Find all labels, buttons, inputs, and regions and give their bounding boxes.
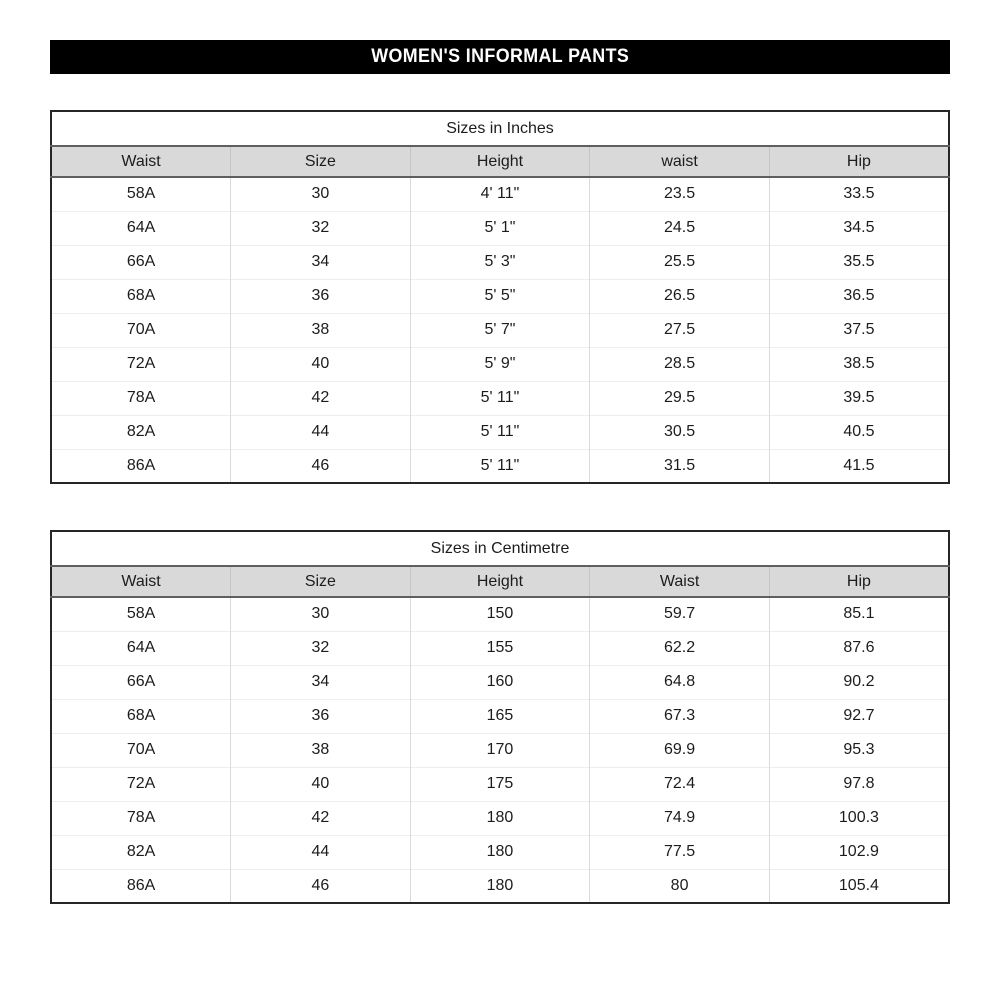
table-cell: 68A xyxy=(51,699,231,733)
table-caption-row xyxy=(51,111,949,146)
table-cell: 27.5 xyxy=(590,313,770,347)
table-cell: 24.5 xyxy=(590,211,770,245)
column-header: waist xyxy=(590,146,770,177)
table-cell: 150 xyxy=(410,597,590,631)
table-row xyxy=(51,631,949,665)
table-cell: 32 xyxy=(231,211,411,245)
table-cell: 85.1 xyxy=(769,597,949,631)
table-cell: 38 xyxy=(231,733,411,767)
table-cell: 64A xyxy=(51,631,231,665)
table-cell: 40 xyxy=(231,767,411,801)
table-cell: 23.5 xyxy=(590,177,770,211)
table-row xyxy=(51,279,949,313)
table-cell: 39.5 xyxy=(769,381,949,415)
table-row xyxy=(51,177,949,211)
table-cell: 34.5 xyxy=(769,211,949,245)
table-cell: 32 xyxy=(231,631,411,665)
table-cell: 86A xyxy=(51,449,231,483)
table-cell: 72.4 xyxy=(590,767,770,801)
table-row xyxy=(51,449,949,483)
table-cell: 37.5 xyxy=(769,313,949,347)
table-cell: 5' 11" xyxy=(410,381,590,415)
table-cell: 180 xyxy=(410,869,590,903)
table-cell: 33.5 xyxy=(769,177,949,211)
table-row xyxy=(51,347,949,381)
table-cell: 72A xyxy=(51,767,231,801)
table-cell: 69.9 xyxy=(590,733,770,767)
table-cell: 30.5 xyxy=(590,415,770,449)
table-cell: 25.5 xyxy=(590,245,770,279)
table-cell: 42 xyxy=(231,801,411,835)
column-header: Waist xyxy=(51,566,231,597)
table-row xyxy=(51,245,949,279)
table-cell: 64A xyxy=(51,211,231,245)
table-cell: 26.5 xyxy=(590,279,770,313)
table-cell: 70A xyxy=(51,313,231,347)
table-cell: 155 xyxy=(410,631,590,665)
column-header: Size xyxy=(231,566,411,597)
table-caption: Sizes in Centimetre xyxy=(51,531,949,566)
table-cell: 72A xyxy=(51,347,231,381)
table-cell: 5' 7" xyxy=(410,313,590,347)
table-cell: 78A xyxy=(51,381,231,415)
table-cell: 74.9 xyxy=(590,801,770,835)
column-header: Height xyxy=(410,566,590,597)
table-cell: 70A xyxy=(51,733,231,767)
table-cell: 28.5 xyxy=(590,347,770,381)
table-cell: 165 xyxy=(410,699,590,733)
table-cell: 5' 3" xyxy=(410,245,590,279)
table-cell: 66A xyxy=(51,245,231,279)
table-cell: 82A xyxy=(51,835,231,869)
table-cell: 44 xyxy=(231,415,411,449)
table-header-row xyxy=(51,146,949,177)
page-title: WOMEN'S INFORMAL PANTS xyxy=(371,46,629,67)
table-cell: 90.2 xyxy=(769,665,949,699)
table-cell: 82A xyxy=(51,415,231,449)
table-cell: 170 xyxy=(410,733,590,767)
table-cell: 4' 11" xyxy=(410,177,590,211)
table-cell: 58A xyxy=(126,605,156,623)
table-cell: 160 xyxy=(410,665,590,699)
table-cell: 105.4 xyxy=(769,869,949,903)
table-cell: 35.5 xyxy=(769,245,949,279)
table-row xyxy=(51,381,949,415)
column-header: Hip xyxy=(769,566,949,597)
sizes-in-centimetre-table xyxy=(50,530,950,904)
table-cell: 5' 11" xyxy=(410,449,590,483)
table-cell: 36 xyxy=(231,279,411,313)
table-cell: 67.3 xyxy=(590,699,770,733)
table-row xyxy=(51,415,949,449)
table-row xyxy=(51,313,949,347)
table-cell: 36 xyxy=(231,699,411,733)
column-header: Height xyxy=(410,146,590,177)
table-cell: 100.3 xyxy=(769,801,949,835)
table-row xyxy=(51,699,949,733)
table-cell: 30 xyxy=(231,177,411,211)
table-cell: 36.5 xyxy=(769,279,949,313)
table-cell: 46 xyxy=(231,869,411,903)
table-row xyxy=(51,597,949,631)
table-cell: 44 xyxy=(231,835,411,869)
table-cell: 5' 11" xyxy=(410,415,590,449)
table-cell: 78A xyxy=(51,801,231,835)
table-cell: 42 xyxy=(231,381,411,415)
table-cell: 66A xyxy=(51,665,231,699)
table-cell: 180 xyxy=(410,801,590,835)
table-cell: 46 xyxy=(231,449,411,483)
table-cell: 5' 9" xyxy=(410,347,590,381)
table-header-row xyxy=(51,566,949,597)
table-row xyxy=(51,665,949,699)
table-row xyxy=(51,733,949,767)
table-row xyxy=(51,211,949,245)
table-cell: 5' 5" xyxy=(410,279,590,313)
table-cell: 77.5 xyxy=(590,835,770,869)
table-cell: 87.6 xyxy=(769,631,949,665)
table-cell: 102.9 xyxy=(769,835,949,869)
sizes-in-inches-table xyxy=(50,110,950,484)
table-cell: 40 xyxy=(231,347,411,381)
table-cell: 58A xyxy=(126,185,156,203)
table-cell: 68A xyxy=(51,279,231,313)
table-cell: 180 xyxy=(410,835,590,869)
table-cell: 86A xyxy=(51,869,231,903)
table-cell: 97.8 xyxy=(769,767,949,801)
table-cell: 38.5 xyxy=(769,347,949,381)
table-cell: 41.5 xyxy=(769,449,949,483)
table-row xyxy=(51,835,949,869)
table-cell: 92.7 xyxy=(769,699,949,733)
column-header: Size xyxy=(231,146,411,177)
table-cell: 34 xyxy=(231,665,411,699)
table-cell: 62.2 xyxy=(590,631,770,665)
table-row xyxy=(51,869,949,903)
table-cell: 34 xyxy=(231,245,411,279)
table-row xyxy=(51,801,949,835)
table-cell: 95.3 xyxy=(769,733,949,767)
title-bar xyxy=(50,40,950,74)
table-cell: 31.5 xyxy=(590,449,770,483)
table-cell: 59.7 xyxy=(590,597,770,631)
table-caption: Sizes in Inches xyxy=(51,111,949,146)
table-cell: 38 xyxy=(231,313,411,347)
column-header: Waist xyxy=(51,146,231,177)
table-cell: 5' 1" xyxy=(410,211,590,245)
table-cell: 64.8 xyxy=(590,665,770,699)
table-cell: 175 xyxy=(410,767,590,801)
table-cell: 29.5 xyxy=(590,381,770,415)
column-header: Waist xyxy=(590,566,770,597)
table-cell: 80 xyxy=(590,869,770,903)
table-row xyxy=(51,767,949,801)
table-cell: 30 xyxy=(231,597,411,631)
table-cell: 40.5 xyxy=(769,415,949,449)
table-caption-row xyxy=(51,531,949,566)
column-header: Hip xyxy=(769,146,949,177)
